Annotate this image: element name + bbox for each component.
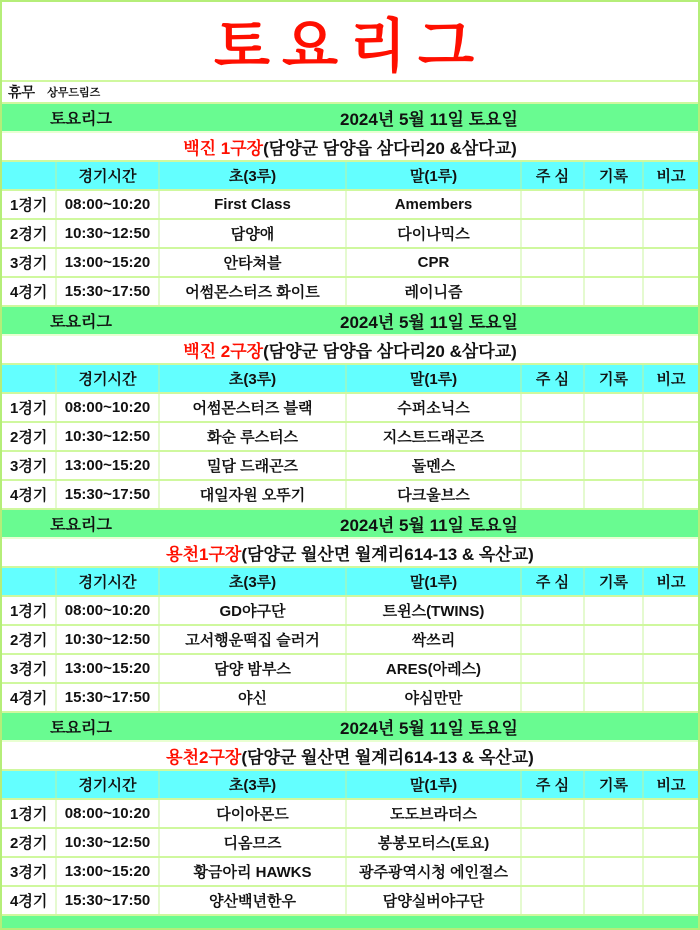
col-time-header: 경기시간: [57, 771, 160, 798]
record-cell: [585, 278, 644, 305]
game-time: 15:30~17:50: [57, 481, 160, 508]
col-time-header: 경기시간: [57, 568, 160, 595]
next-row-peek: [2, 916, 698, 928]
away-team: 도도브라더스: [347, 800, 522, 827]
league-label: 토요리그: [50, 111, 112, 128]
record-cell: [585, 887, 644, 914]
col-home-header: 초(3루): [160, 365, 347, 392]
col-time-header: 경기시간: [57, 162, 160, 189]
home-team: 야신: [160, 684, 347, 711]
col-umpire-header: 주 심: [522, 771, 585, 798]
game-number: 3경기: [2, 858, 57, 885]
game-time: 15:30~17:50: [57, 684, 160, 711]
column-header-row: [2, 162, 698, 191]
game-number: 2경기: [2, 220, 57, 247]
game-time: 15:30~17:50: [57, 278, 160, 305]
away-team: 싹쓰리: [347, 626, 522, 653]
game-time: 10:30~12:50: [57, 829, 160, 856]
away-team: 트윈스(TWINS): [347, 597, 522, 624]
note-cell: [644, 800, 698, 827]
game-row: [2, 626, 698, 655]
col-gameno-spacer: [2, 365, 57, 392]
away-team: 수퍼소닉스: [347, 394, 522, 421]
record-cell: [585, 800, 644, 827]
home-team: 화순 루스터스: [160, 423, 347, 450]
col-record-header: 기록: [585, 771, 644, 798]
away-team: 봉봉모터스(토요): [347, 829, 522, 856]
record-cell: [585, 858, 644, 885]
record-cell: [585, 423, 644, 450]
rest-day-label: 휴무: [8, 84, 36, 100]
home-team: GD야구단: [160, 597, 347, 624]
game-time: 08:00~10:20: [57, 191, 160, 218]
umpire-cell: [522, 278, 585, 305]
game-number: 4경기: [2, 278, 57, 305]
game-time: 13:00~15:20: [57, 249, 160, 276]
sections-container: [2, 104, 698, 916]
game-number: 1경기: [2, 394, 57, 421]
umpire-cell: [522, 481, 585, 508]
game-time: 15:30~17:50: [57, 887, 160, 914]
game-time: 10:30~12:50: [57, 626, 160, 653]
game-row: [2, 452, 698, 481]
league-date: 2024년 5월 11일 토요일: [340, 719, 518, 738]
umpire-cell: [522, 423, 585, 450]
league-label: 토요리그: [50, 720, 112, 737]
col-gameno-spacer: [2, 568, 57, 595]
rest-day-row: [2, 82, 698, 104]
away-team: 담양실버야구단: [347, 887, 522, 914]
note-cell: [644, 452, 698, 479]
col-note-header: 비고: [656, 168, 686, 185]
record-cell: [585, 481, 644, 508]
away-team: 야심만만: [347, 684, 522, 711]
league-row: [2, 713, 698, 742]
column-header-row: [2, 568, 698, 597]
game-number: 2경기: [2, 423, 57, 450]
game-row: [2, 597, 698, 626]
col-note-header: 비고: [656, 574, 686, 591]
record-cell: [585, 220, 644, 247]
stadium-section: [2, 510, 698, 713]
column-header-row: [2, 771, 698, 800]
col-gameno-spacer: [2, 162, 57, 189]
stadium-name: 용천1구장: [166, 545, 242, 564]
game-row: [2, 394, 698, 423]
stadium-location: (담양군 담양읍 삼다리20 &삼다교): [263, 342, 517, 361]
game-row: [2, 249, 698, 278]
game-row: [2, 220, 698, 249]
game-number: 2경기: [2, 829, 57, 856]
game-time: 13:00~15:20: [57, 858, 160, 885]
game-row: [2, 800, 698, 829]
game-number: 3경기: [2, 452, 57, 479]
stadium-row: [2, 336, 698, 365]
game-number: 1경기: [2, 191, 57, 218]
league-row: [2, 104, 698, 133]
home-team: 어썸몬스터즈 블랙: [160, 394, 347, 421]
home-team: 다이아몬드: [160, 800, 347, 827]
game-time: 13:00~15:20: [57, 655, 160, 682]
umpire-cell: [522, 220, 585, 247]
league-date: 2024년 5월 11일 토요일: [340, 110, 518, 129]
note-cell: [644, 191, 698, 218]
col-record-header: 기록: [585, 568, 644, 595]
note-cell: [644, 858, 698, 885]
note-cell: [644, 597, 698, 624]
league-label: 토요리그: [50, 517, 112, 534]
umpire-cell: [522, 191, 585, 218]
stadium-name: 백진 2구장: [183, 342, 264, 361]
note-cell: [644, 394, 698, 421]
col-home-header: 초(3루): [160, 771, 347, 798]
game-row: [2, 655, 698, 684]
col-away-header: 말(1루): [347, 365, 522, 392]
umpire-cell: [522, 858, 585, 885]
note-cell: [644, 481, 698, 508]
game-time: 08:00~10:20: [57, 394, 160, 421]
col-home-header: 초(3루): [160, 568, 347, 595]
stadium-location: (담양군 담양읍 삼다리20 &삼다교): [263, 139, 517, 158]
note-cell: [644, 684, 698, 711]
home-team: 담양 밤부스: [160, 655, 347, 682]
record-cell: [585, 191, 644, 218]
away-team: Amembers: [347, 191, 522, 218]
col-record-header: 기록: [585, 365, 644, 392]
umpire-cell: [522, 887, 585, 914]
stadium-name: 용천2구장: [166, 748, 242, 767]
umpire-cell: [522, 800, 585, 827]
game-row: [2, 191, 698, 220]
league-date: 2024년 5월 11일 토요일: [340, 516, 518, 535]
away-team: ARES(아레스): [347, 655, 522, 682]
rest-day-team: 상무드림즈: [47, 87, 101, 99]
umpire-cell: [522, 684, 585, 711]
stadium-section: [2, 307, 698, 510]
page-title: 토요리그: [2, 2, 698, 82]
col-gameno-spacer: [2, 771, 57, 798]
game-row: [2, 481, 698, 510]
home-team: 양산백년한우: [160, 887, 347, 914]
stadium-section: [2, 713, 698, 916]
away-team: 레이니즘: [347, 278, 522, 305]
record-cell: [585, 829, 644, 856]
home-team: First Class: [160, 191, 347, 218]
game-number: 3경기: [2, 249, 57, 276]
league-label: 토요리그: [50, 314, 112, 331]
col-away-header: 말(1루): [347, 162, 522, 189]
umpire-cell: [522, 655, 585, 682]
home-team: 대일자원 오뚜기: [160, 481, 347, 508]
stadium-location: (담양군 월산면 월계리614-13 & 옥산교): [241, 545, 534, 564]
col-home-header: 초(3루): [160, 162, 347, 189]
record-cell: [585, 597, 644, 624]
away-team: 돌멘스: [347, 452, 522, 479]
away-team: 다이나믹스: [347, 220, 522, 247]
away-team: 다크울브스: [347, 481, 522, 508]
record-cell: [585, 452, 644, 479]
game-number: 4경기: [2, 481, 57, 508]
game-number: 3경기: [2, 655, 57, 682]
game-row: [2, 684, 698, 713]
stadium-section: [2, 104, 698, 307]
umpire-cell: [522, 597, 585, 624]
home-team: 안타쳐블: [160, 249, 347, 276]
game-number: 4경기: [2, 684, 57, 711]
note-cell: [644, 626, 698, 653]
home-team: 밀담 드래곤즈: [160, 452, 347, 479]
record-cell: [585, 249, 644, 276]
game-number: 2경기: [2, 626, 57, 653]
col-umpire-header: 주 심: [522, 365, 585, 392]
league-row: [2, 307, 698, 336]
record-cell: [585, 655, 644, 682]
stadium-name: 백진 1구장: [183, 139, 264, 158]
col-time-header: 경기시간: [57, 365, 160, 392]
col-away-header: 말(1루): [347, 568, 522, 595]
game-row: [2, 887, 698, 916]
game-time: 08:00~10:20: [57, 597, 160, 624]
note-cell: [644, 220, 698, 247]
record-cell: [585, 684, 644, 711]
note-cell: [644, 655, 698, 682]
game-row: [2, 829, 698, 858]
league-date: 2024년 5월 11일 토요일: [340, 313, 518, 332]
stadium-row: [2, 742, 698, 771]
game-row: [2, 858, 698, 887]
col-note-header: 비고: [656, 371, 686, 388]
stadium-row: [2, 133, 698, 162]
home-team: 황금아리 HAWKS: [160, 858, 347, 885]
column-header-row: [2, 365, 698, 394]
col-note-header: 비고: [656, 777, 686, 794]
game-time: 10:30~12:50: [57, 220, 160, 247]
umpire-cell: [522, 394, 585, 421]
record-cell: [585, 394, 644, 421]
record-cell: [585, 626, 644, 653]
home-team: 어썸몬스터즈 화이트: [160, 278, 347, 305]
col-umpire-header: 주 심: [522, 162, 585, 189]
col-record-header: 기록: [585, 162, 644, 189]
home-team: 디옴므즈: [160, 829, 347, 856]
game-number: 1경기: [2, 800, 57, 827]
col-away-header: 말(1루): [347, 771, 522, 798]
stadium-location: (담양군 월산면 월계리614-13 & 옥산교): [241, 748, 534, 767]
note-cell: [644, 278, 698, 305]
home-team: 담양애: [160, 220, 347, 247]
game-time: 08:00~10:20: [57, 800, 160, 827]
game-row: [2, 278, 698, 307]
game-row: [2, 423, 698, 452]
umpire-cell: [522, 829, 585, 856]
col-umpire-header: 주 심: [522, 568, 585, 595]
game-number: 1경기: [2, 597, 57, 624]
umpire-cell: [522, 452, 585, 479]
note-cell: [644, 887, 698, 914]
away-team: 지스트드래곤즈: [347, 423, 522, 450]
game-time: 10:30~12:50: [57, 423, 160, 450]
game-time: 13:00~15:20: [57, 452, 160, 479]
home-team: 고서행운떡집 슬러거: [160, 626, 347, 653]
league-row: [2, 510, 698, 539]
note-cell: [644, 829, 698, 856]
umpire-cell: [522, 626, 585, 653]
umpire-cell: [522, 249, 585, 276]
note-cell: [644, 423, 698, 450]
away-team: CPR: [347, 249, 522, 276]
note-cell: [644, 249, 698, 276]
game-number: 4경기: [2, 887, 57, 914]
away-team: 광주광역시청 에인절스: [347, 858, 522, 885]
stadium-row: [2, 539, 698, 568]
